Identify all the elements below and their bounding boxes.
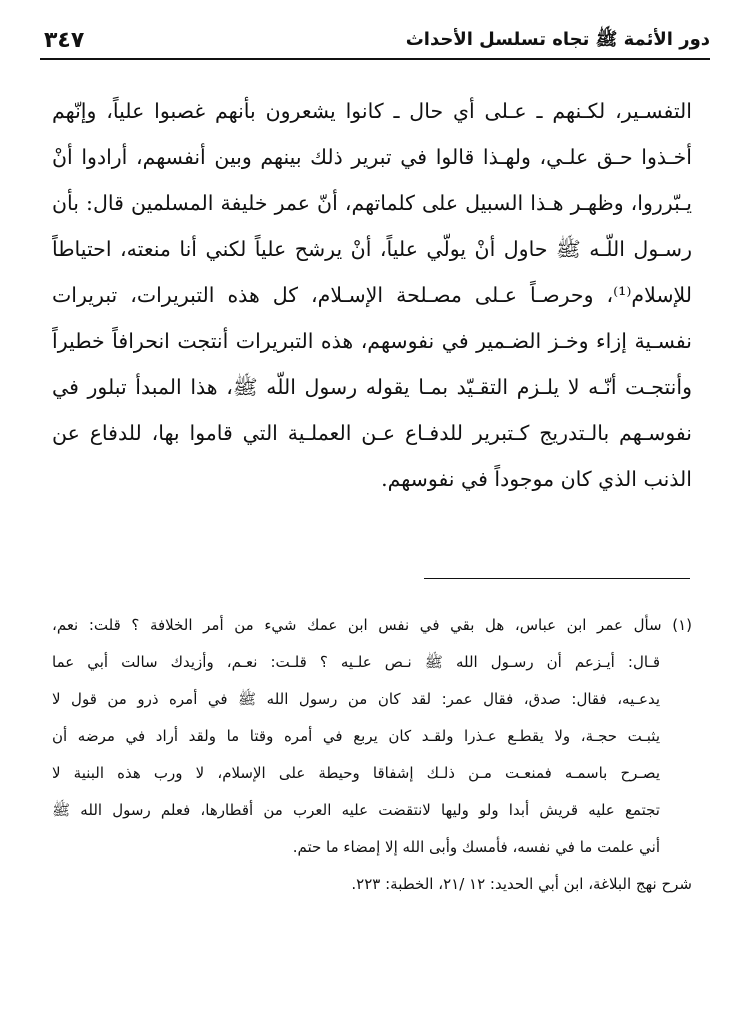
- footnote-line: (١) سأل عمر ابن عباس، هل بقي في نفس ابن عمك شيء من أمر الخلافة ؟ قلت: نعم،: [52, 616, 692, 634]
- footnote-line: يصـرح باسمـه فمنعـت مـن ذلـك إشفاقا وحيطة على الإسلام، لا ورب هذه البنية لا: [52, 764, 660, 782]
- main-text: [52, 88, 692, 502]
- running-title: دور الأئمة ﷺ تجاه تسلسل الأحداث: [405, 29, 710, 50]
- page-header: [40, 22, 710, 60]
- footnote-line: تجتمع عليه قريش أبدا ولو وليها لانتقضت عليه العرب من أقطارها، فعلم رسول الله ﷺ: [52, 801, 660, 819]
- text-line: للإسلام⁽¹⁾، وحرصـاً عـلى مصـلحة الإسـلام، كل هذه التبريرات، تبريرات: [52, 283, 692, 307]
- footnote-line: أني علمت ما في نفسه، فأمسك وأبى الله إلا إمضاء ما حتم.: [292, 838, 660, 856]
- text-line: يـبّرروا، وظهـر هـذا السبيل على كلماتهم، أنّ عمر خليفة المسلمين قال: بأن: [52, 191, 692, 215]
- footnote-line: يدعـيه، فقال: صدق، فقال عمر: لقد كان من رسول الله ﷺ في أمره ذرو من قول لا: [52, 690, 660, 708]
- text-line: رسـول اللّـه ﷺ حاول أنْ يولّي علياً، أنْ يرشح علياً لكني أنا منعته، احتياطاً: [52, 237, 692, 261]
- text-line: وأنتجـت أنّـه لا يلـزم التقـيّد بمـا يقوله رسول اللّه ﷺ، هذا المبدأ تبلور في: [52, 375, 692, 399]
- text-line: أخـذوا حـق علـي، ولهـذا قالوا في تبرير ذلك بينهم وبين أنفسهم، أرادوا أنْ: [52, 145, 692, 169]
- text-line: الذنب الذي كان موجوداً في نفوسهم.: [381, 467, 692, 491]
- footnotes: [52, 607, 692, 903]
- footnote-source: شرح نهج البلاغة، ابن أبي الحديد: ١٢ /٢١، الخطبة: ٢٢٣.: [351, 875, 692, 893]
- page-number: ٣٤٧: [44, 28, 85, 53]
- footnote-separator: [424, 578, 690, 579]
- text-line: نفوسـهم بالـتدريج كـتبرير للدفـاع عـن العملـية التي قاموا بها، للدفاع عن: [52, 421, 692, 445]
- footnote-line: قـال: أيـزعم أن رسـول الله ﷺ نـص علـيه ؟ قلـت: نعـم، وأزيدك سالت أبي عما: [52, 653, 660, 671]
- text-line: نفسـية إزاء وخـز الضـمير في نفوسهم، هذه التبريرات أنتجت انحرافاً خطيراً: [52, 329, 692, 353]
- text-line: التفسـير، لكـنهم ـ عـلى أي حال ـ كانوا يشعرون بأنهم غصبوا علياً، وإنّهم: [52, 99, 692, 123]
- footnote-line: يثبـت حجـة، ولا يقطـع عـذرا ولقـد كان يربع في أمره وقتا ما ولقد أراد في مرضه أن: [52, 727, 660, 745]
